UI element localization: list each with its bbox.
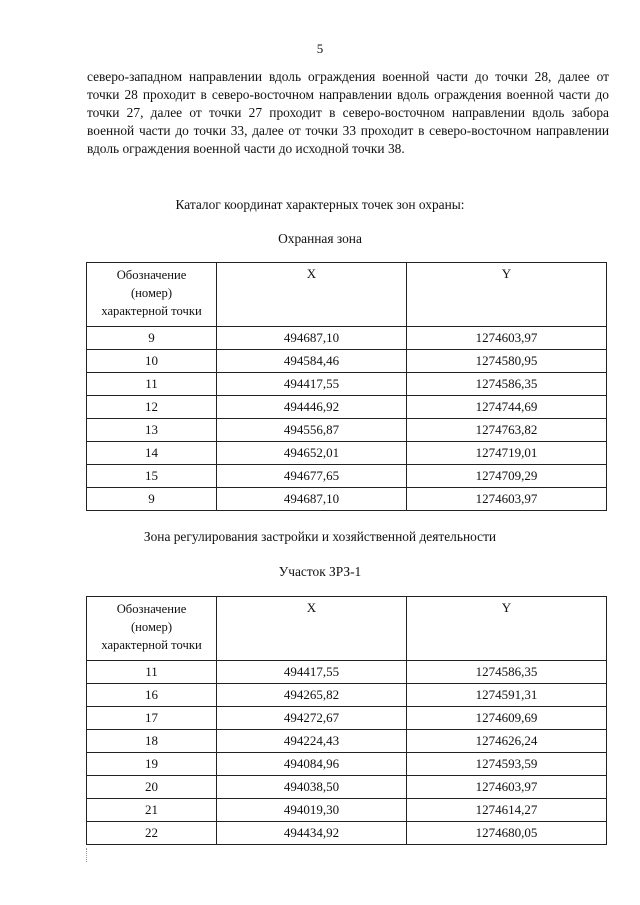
cell-x: 494084,96 — [217, 753, 407, 776]
cell-x: 494687,10 — [217, 488, 407, 511]
table-row — [87, 465, 607, 488]
table-row — [87, 753, 607, 776]
cell-x: 494019,30 — [217, 799, 407, 822]
cell-y: 1274719,01 — [407, 442, 607, 465]
zone2-table — [86, 596, 607, 845]
table-header-row — [87, 263, 607, 327]
table-row — [87, 419, 607, 442]
cell-point: 19 — [87, 753, 217, 776]
header-point-line: Обозначение — [116, 602, 187, 616]
table-row — [87, 707, 607, 730]
cell-x: 494584,46 — [217, 350, 407, 373]
cell-x: 494652,01 — [217, 442, 407, 465]
cell-y: 1274603,97 — [407, 327, 607, 350]
table-row — [87, 488, 607, 511]
table-row — [87, 822, 607, 845]
cell-y: 1274680,05 — [407, 822, 607, 845]
cell-x: 494265,82 — [217, 684, 407, 707]
intro-paragraph: северо-западном направлении вдоль ограждения военной части до точки 28, далее от точки 28 проходит в северо-восточном направлении вдоль ограждения военной части до точки 27, далее от точки 27 проходит в северо-восточном направлении вдоль забора военной части до точки 33, далее от точки 33 проходит в северо-восточном направлении вдоль ограждения военной части до исходной точки 38. — [87, 69, 609, 156]
page-number: 5 — [316, 41, 324, 56]
header-x: X — [217, 263, 407, 327]
cell-y: 1274603,97 — [407, 776, 607, 799]
table-row — [87, 776, 607, 799]
table-row — [87, 327, 607, 350]
cell-y: 1274593,59 — [407, 753, 607, 776]
zone2-title: Зона регулирования застройки и хозяйственной деятельности — [143, 529, 497, 544]
cell-y: 1274580,95 — [407, 350, 607, 373]
cell-y: 1274586,35 — [407, 373, 607, 396]
cell-point: 11 — [87, 373, 217, 396]
table-row — [87, 799, 607, 822]
cell-x: 494272,67 — [217, 707, 407, 730]
table-row — [87, 373, 607, 396]
header-point — [87, 597, 217, 661]
table-row — [87, 442, 607, 465]
table-header-row — [87, 597, 607, 661]
cell-y: 1274744,69 — [407, 396, 607, 419]
cell-y: 1274591,31 — [407, 684, 607, 707]
cell-point: 15 — [87, 465, 217, 488]
header-point-line: (номер) — [130, 620, 173, 634]
catalog-title: Каталог координат характерных точек зон охраны: — [175, 197, 465, 212]
header-x: X — [217, 597, 407, 661]
cell-y: 1274609,69 — [407, 707, 607, 730]
cell-y: 1274763,82 — [407, 419, 607, 442]
cell-x: 494446,92 — [217, 396, 407, 419]
cell-point: 20 — [87, 776, 217, 799]
cell-y: 1274626,24 — [407, 730, 607, 753]
zone1-title: Охранная зона — [278, 231, 362, 246]
cell-point: 21 — [87, 799, 217, 822]
cell-x: 494224,43 — [217, 730, 407, 753]
zone2-subtitle: Участок ЗРЗ-1 — [278, 564, 362, 579]
table-row — [87, 396, 607, 419]
cell-point: 17 — [87, 707, 217, 730]
cell-point: 13 — [87, 419, 217, 442]
header-point-line: характерной точки — [101, 638, 202, 652]
cell-y: 1274614,27 — [407, 799, 607, 822]
cell-point: 22 — [87, 822, 217, 845]
header-y: Y — [407, 597, 607, 661]
cell-y: 1274586,35 — [407, 661, 607, 684]
header-point-line: характерной точки — [101, 304, 202, 318]
cell-point: 18 — [87, 730, 217, 753]
header-y: Y — [407, 263, 607, 327]
table-row — [87, 350, 607, 373]
cell-x: 494417,55 — [217, 373, 407, 396]
zone1-table — [86, 262, 607, 511]
cell-point: 12 — [87, 396, 217, 419]
table-row — [87, 661, 607, 684]
cell-x: 494038,50 — [217, 776, 407, 799]
table-continuation-mark — [86, 848, 87, 862]
cell-point: 9 — [87, 488, 217, 511]
cell-x: 494417,55 — [217, 661, 407, 684]
cell-x: 494556,87 — [217, 419, 407, 442]
table-row — [87, 730, 607, 753]
header-point — [87, 263, 217, 327]
cell-y: 1274709,29 — [407, 465, 607, 488]
cell-point: 9 — [87, 327, 217, 350]
header-point-line: (номер) — [130, 286, 173, 300]
cell-x: 494687,10 — [217, 327, 407, 350]
cell-point: 14 — [87, 442, 217, 465]
cell-point: 11 — [87, 661, 217, 684]
cell-x: 494434,92 — [217, 822, 407, 845]
cell-point: 10 — [87, 350, 217, 373]
cell-point: 16 — [87, 684, 217, 707]
cell-x: 494677,65 — [217, 465, 407, 488]
cell-y: 1274603,97 — [407, 488, 607, 511]
table-row — [87, 684, 607, 707]
header-point-line: Обозначение — [116, 268, 187, 282]
